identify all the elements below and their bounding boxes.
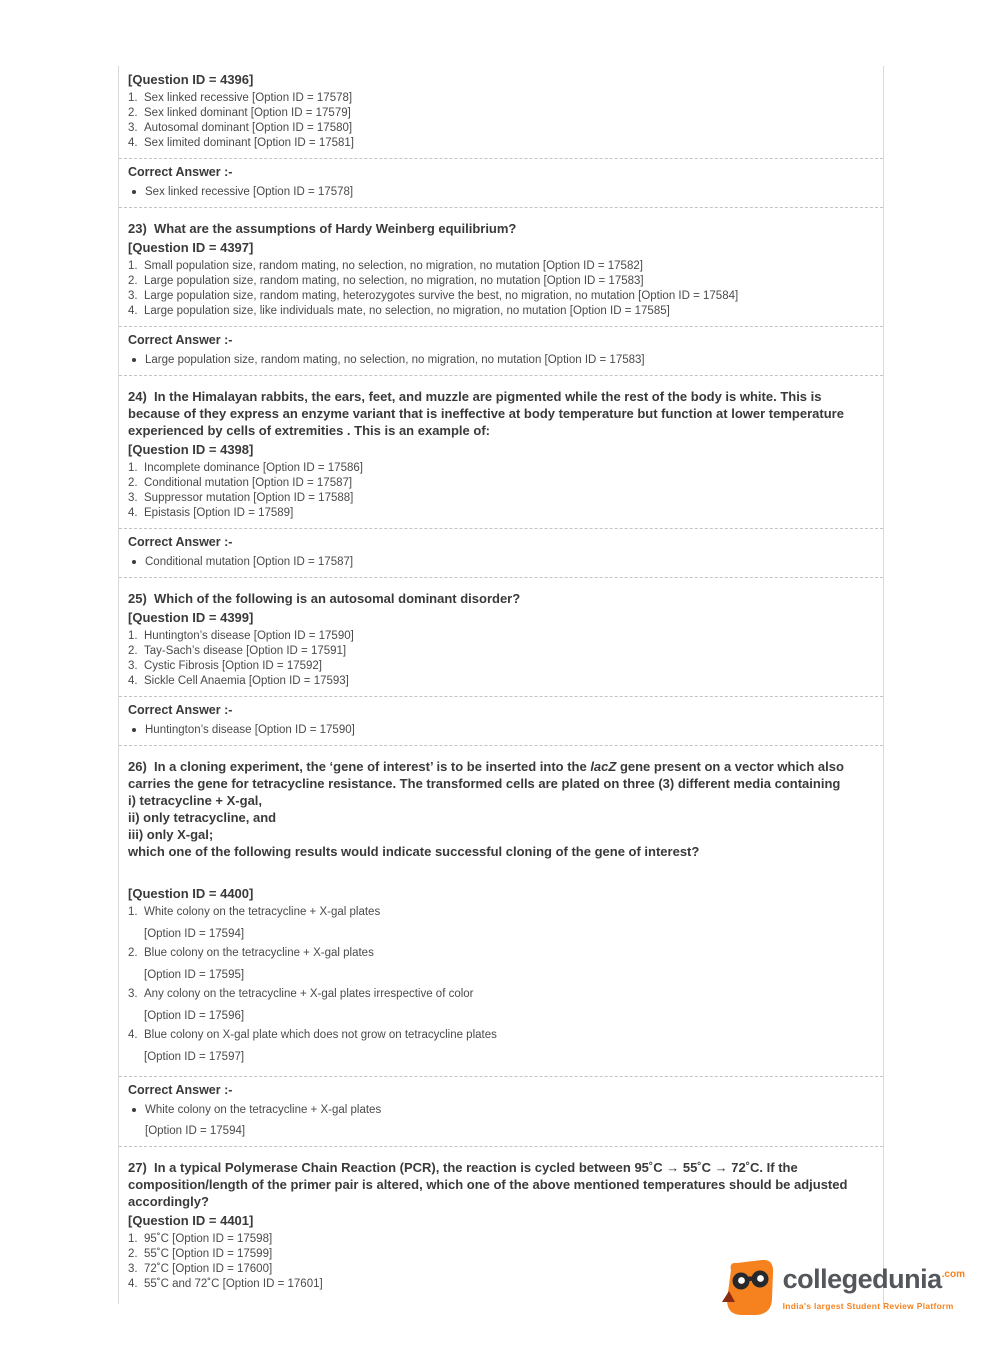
option-number: 2. [128,947,138,959]
brand-wordmark [782,1263,965,1299]
question-text-line [128,220,874,237]
question-text [128,1159,874,1210]
option-number: 4. [128,507,138,519]
option-text [144,946,874,987]
option-item [128,106,874,121]
question-text-segment: 27) In a typical Polymerase Chain Reaction (PCR), the reaction is cycled between 95˚C → 55˚C → 72˚C. If the composition/length of the primer pair is altered, which one of the above mentioned temperatures should be adjusted accordingly? [128,1160,852,1209]
option-text [144,461,874,476]
question-text-segment: 25) Which of the following is an autosomal dominant disorder? [128,591,521,606]
question-text-segment: iii) only X-gal; [128,827,214,842]
option-number: 2. [128,275,138,287]
correct-answer-text [145,723,874,737]
question-text-segment: 23) What are the assumptions of Hardy Weinberg equilibrium? [128,221,517,236]
option-text [144,106,874,121]
option-item [128,987,874,1028]
option-item [128,121,874,136]
bullet-icon [128,1103,145,1138]
correct-answer-label: Correct Answer :- [128,165,233,179]
option-label: 55˚C and 72˚C [Option ID = 17601] [144,1278,323,1290]
option-number: 3. [128,1263,138,1275]
option-number: 2. [128,1248,138,1260]
option-number: 1. [128,906,138,918]
question-id: [Question ID = 4400] [128,886,254,901]
brand-text [782,1263,965,1311]
question-text-line [128,1159,874,1210]
answer-text-line: Huntington’s disease [Option ID = 17590] [145,724,355,736]
option-text [144,274,874,289]
option-id: [Option ID = 17597] [144,1051,245,1063]
option-label: 95˚C [Option ID = 17598] [144,1233,273,1245]
option-item [128,91,874,106]
correct-answer-label: Correct Answer :- [128,1083,233,1097]
option-item [128,289,874,304]
question-block-q22 [128,72,874,208]
option-label: Blue colony on the tetracycline + X-gal plates [144,947,374,959]
option-item [128,629,874,644]
option-text [144,476,874,491]
option-number: 4. [128,675,138,687]
option-item [128,491,874,506]
option-item [128,506,874,521]
question-block-q23 [128,220,874,376]
bullet-icon [128,185,145,199]
correct-answer-item [128,185,874,199]
question-text-segment: i) tetracycline + X-gal, [128,793,263,808]
option-label: 55˚C [Option ID = 17599] [144,1248,273,1260]
option-item [128,304,874,319]
correct-answer-box [119,158,883,208]
correct-answer-item [128,555,874,569]
option-label: Epistasis [Option ID = 17589] [144,507,294,519]
option-label: 72˚C [Option ID = 17600] [144,1263,273,1275]
options-list [128,91,874,151]
option-item [128,461,874,476]
question-id: [Question ID = 4399] [128,610,254,625]
question-text-segment: 24) In the Himalayan rabbits, the ears, feet, and muzzle are pigmented while the rest of the body is white. This is because of they express an enzyme variant that is ineffective at body temperature but function at lower temperature experienced by cells of extremities . This is an example of: [128,389,848,438]
bullet-icon [128,723,145,737]
options-list [128,461,874,521]
option-label: White colony on the tetracycline + X-gal plates [144,906,381,918]
option-label: Sex linked recessive [Option ID = 17578] [144,92,353,104]
question-text-line [128,590,874,607]
correct-answer-box [119,326,883,376]
question-id: [Question ID = 4398] [128,442,254,457]
question-text-line [128,758,874,792]
option-number: 2. [128,107,138,119]
answer-option-id: [Option ID = 17594] [145,1125,246,1137]
option-number: 3. [128,492,138,504]
option-item [128,476,874,491]
option-number: 4. [128,1278,138,1290]
option-number: 3. [128,988,138,1000]
question-italic-term: lacZ [590,759,617,774]
options-list [128,629,874,689]
question-text-line [128,792,874,809]
question-text-segment: gene present on a vector which also carries the gene for tetracycline resistance. The transformed cells are plated on three (3) different media containing [128,759,848,791]
option-text [144,121,874,136]
option-label: Cystic Fibrosis [Option ID = 17592] [144,660,323,672]
option-id: [Option ID = 17595] [144,969,245,981]
option-id: [Option ID = 17594] [144,928,245,940]
option-text [144,674,874,689]
question-text-segment: which one of the following results would indicate successful cloning of the gene of interest? [128,844,700,859]
option-label: Huntington’s disease [Option ID = 17590] [144,630,354,642]
option-text [144,1028,874,1069]
option-number: 1. [128,260,138,272]
option-number: 3. [128,660,138,672]
option-item [128,259,874,274]
question-text [128,220,874,237]
option-number: 3. [128,290,138,302]
question-text-segment: 26) In a cloning experiment, the ‘gene of interest’ is to be inserted into the [128,759,591,774]
option-item [128,644,874,659]
correct-answer-item [128,353,874,367]
question-text-line [128,809,874,826]
option-label: Sickle Cell Anaemia [Option ID = 17593] [144,675,349,687]
question-text-line [128,826,874,843]
option-text [144,905,874,946]
brand-tagline: India's largest Student Review Platform [782,1300,954,1311]
option-item [128,136,874,151]
correct-answer-box [119,696,883,746]
option-label: Blue colony on X-gal plate which does not grow on tetracycline plates [144,1029,497,1041]
option-text [144,644,874,659]
question-text-segment: ii) only tetracycline, and [128,810,277,825]
brand-domain-suffix: .com [941,1268,965,1280]
option-text [144,259,874,274]
question-text [128,590,874,607]
option-label: Small population size, random mating, no selection, no migration, no mutation [Option ID = 17582] [144,260,643,272]
option-label: Incomplete dominance [Option ID = 17586] [144,462,363,474]
question-text [128,758,874,860]
answer-text-line: Large population size, random mating, no selection, no migration, no mutation [Option ID = 17583] [145,354,645,366]
question-block-q26 [128,758,874,1147]
question-block-q25 [128,590,874,746]
question-id: [Question ID = 4396] [128,72,254,87]
answer-text-line: White colony on the tetracycline + X-gal plates [145,1104,382,1116]
option-text [144,304,874,319]
option-label: Sex limited dominant [Option ID = 17581] [144,137,354,149]
answer-text-line: Sex linked recessive [Option ID = 17578] [145,186,354,198]
option-text [144,659,874,674]
question-text-line [128,388,874,439]
brand-name: collegedunia [782,1263,942,1294]
correct-answer-box [119,528,883,578]
option-number: 3. [128,122,138,134]
bullet-icon [128,353,145,367]
option-text [144,987,874,1028]
option-number: 4. [128,305,138,317]
option-text [144,136,874,151]
correct-answer-label: Correct Answer :- [128,333,233,347]
correct-answer-item [128,723,874,737]
correct-answer-label: Correct Answer :- [128,535,233,549]
option-item [128,905,874,946]
option-item [128,946,874,987]
answer-text-line: Conditional mutation [Option ID = 17587] [145,556,354,568]
option-label: Suppressor mutation [Option ID = 17588] [144,492,354,504]
document-content [118,66,884,1304]
question-text-line [128,843,874,860]
option-label: Sex linked dominant [Option ID = 17579] [144,107,351,119]
correct-answer-text [145,185,874,199]
option-text [144,91,874,106]
option-label: Autosomal dominant [Option ID = 17580] [144,122,353,134]
option-text [144,1232,874,1247]
question-id: [Question ID = 4397] [128,240,254,255]
option-text [144,289,874,304]
correct-answer-label: Correct Answer :- [128,703,233,717]
options-list [128,259,874,319]
correct-answer-text [145,555,874,569]
option-label: Large population size, like individuals mate, no selection, no migration, no mutation [Option ID = 17585] [144,305,670,317]
option-text [144,629,874,644]
questions-list [128,72,874,1292]
option-number: 4. [128,1029,138,1041]
option-label: Large population size, random mating, heterozygotes survive the best, no migration, no mutation [Option ID = 17584] [144,290,739,302]
question-text [128,388,874,439]
option-number: 4. [128,137,138,149]
brand-watermark [722,1260,965,1316]
option-text [144,491,874,506]
question-block-q24 [128,388,874,578]
option-number: 2. [128,477,138,489]
correct-answer-box [119,1076,883,1147]
option-label: Conditional mutation [Option ID = 17587] [144,477,353,489]
option-label: Any colony on the tetracycline + X-gal plates irrespective of color [144,988,474,1000]
option-item [128,674,874,689]
option-label: Tay-Sach’s disease [Option ID = 17591] [144,645,347,657]
correct-answer-item [128,1103,874,1138]
correct-answer-text [145,1103,874,1138]
option-number: 2. [128,645,138,657]
option-number: 1. [128,92,138,104]
option-item [128,1028,874,1069]
option-number: 1. [128,1233,138,1245]
option-item [128,274,874,289]
question-id: [Question ID = 4401] [128,1213,254,1228]
option-item [128,659,874,674]
correct-answer-text [145,353,874,367]
option-item [128,1232,874,1247]
bullet-icon [128,555,145,569]
option-number: 1. [128,462,138,474]
option-number: 1. [128,630,138,642]
option-label: Large population size, random mating, no selection, no migration, no mutation [Option ID = 17583] [144,275,644,287]
options-list [128,905,874,1069]
option-id: [Option ID = 17596] [144,1010,245,1022]
collegedunia-bird-icon [722,1260,774,1316]
option-text [144,506,874,521]
